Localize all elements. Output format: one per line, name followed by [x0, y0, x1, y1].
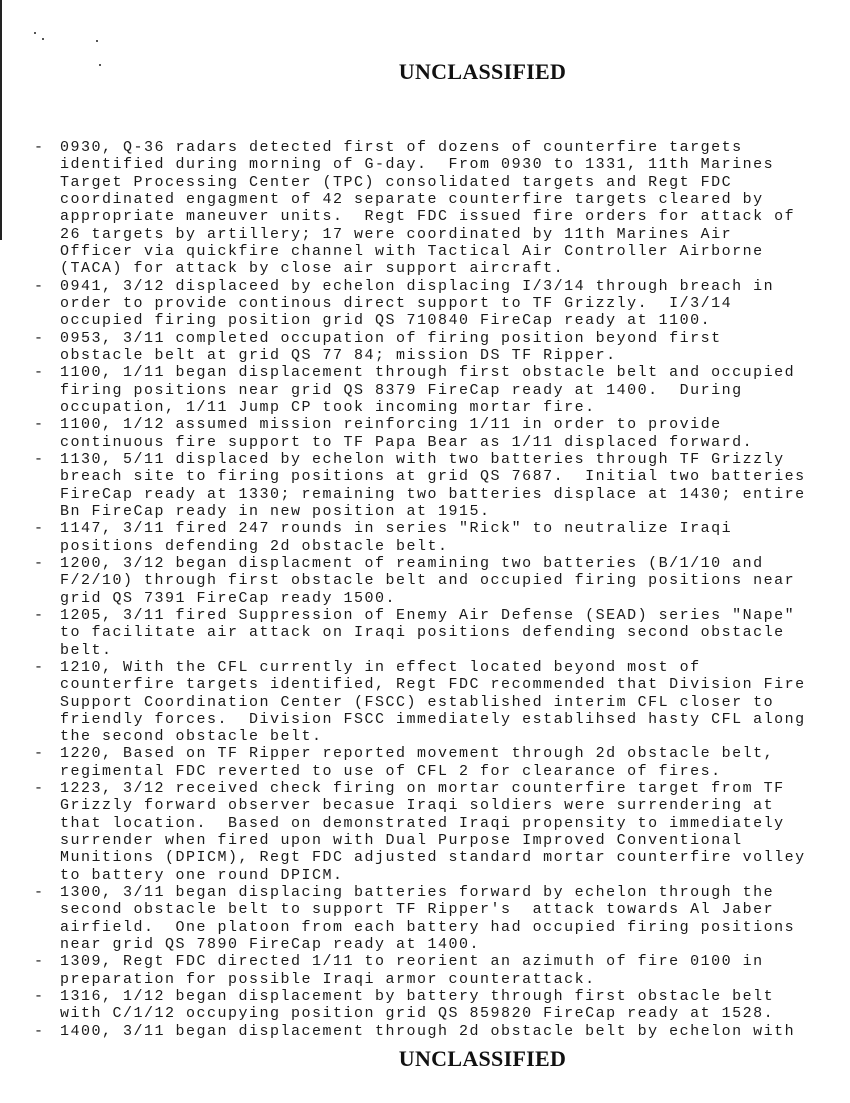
entry-text: appropriate maneuver units. Regt FDC issued fire orders for attack of: [60, 208, 796, 226]
bullet-dash: -: [34, 329, 45, 347]
bullet-dash: -: [34, 139, 45, 156]
entry-line: [34, 763, 806, 780]
entry-first-line: [34, 520, 806, 537]
entry-line: [34, 919, 806, 936]
entry-text: 1147, 3/11 fired 247 rounds in series "Rick" to neutralize Iraqi: [60, 520, 733, 538]
entry-text: 1130, 5/11 displaced by echelon with two batteries through TF Grizzly: [60, 450, 785, 468]
log-entry: [34, 745, 806, 780]
bullet-dash: -: [34, 277, 45, 295]
entry-first-line: [34, 988, 806, 1005]
entry-text: obstacle belt at grid QS 77 84; mission DS TF Ripper.: [60, 346, 617, 364]
entry-text: identified during morning of G-day. From 0930 to 1331, 11th Marines: [60, 156, 775, 174]
entry-text: 26 targets by artillery; 17 were coordinated by 11th Marines Air: [60, 225, 733, 243]
entry-first-line: [34, 330, 806, 347]
entry-first-line: [34, 139, 806, 156]
bullet-dash: -: [34, 658, 45, 676]
entry-first-line: [34, 607, 806, 624]
log-entry: [34, 953, 806, 988]
bullet-dash: -: [34, 554, 45, 572]
scan-speck: [96, 40, 98, 42]
entry-text: belt.: [60, 641, 113, 659]
scan-speck: [42, 38, 44, 40]
entry-line: [34, 1005, 806, 1022]
bullet-dash: -: [34, 520, 45, 538]
entry-text: 1223, 3/12 received check firing on mortar counterfire target from TF: [60, 780, 785, 798]
entry-line: [34, 538, 806, 555]
bullet-dash: -: [34, 606, 45, 624]
entry-text: 1200, 3/12 began displacment of reamining two batteries (B/1/10 and: [60, 554, 764, 572]
entry-first-line: [34, 780, 806, 797]
log-entry: [34, 1023, 806, 1040]
entry-line: [34, 901, 806, 918]
entry-line: [34, 936, 806, 953]
classification-header: UNCLASSIFIED: [398, 59, 567, 84]
entry-line: [34, 642, 806, 659]
entry-text: Target Processing Center (TPC) consolidated targets and Regt FDC: [60, 173, 733, 191]
entry-text: to battery one round DPICM.: [60, 866, 344, 884]
bullet-dash: -: [34, 745, 45, 763]
entry-text: order to provide continous direct support to TF Grizzly. I/3/14: [60, 294, 733, 312]
entry-text: occupied firing position grid QS 710840 FireCap ready at 1100.: [60, 312, 712, 330]
entry-line: [34, 191, 806, 208]
entry-text: 0941, 3/12 displaceed by echelon displacing I/3/14 through breach in: [60, 277, 775, 295]
entry-text: coordinated engagment of 42 separate counterfire targets cleared by: [60, 190, 764, 208]
entry-line: [34, 832, 806, 849]
entry-line: [34, 971, 806, 988]
scan-speck: [34, 32, 36, 34]
entry-text: second obstacle belt to support TF Ripper's attack towards Al Jaber: [60, 901, 775, 919]
entry-line: [34, 797, 806, 814]
entry-first-line: [34, 659, 806, 676]
entry-text: occupation, 1/11 Jump CP took incoming mortar fire.: [60, 398, 596, 416]
entry-text: counterfire targets identified, Regt FDC recommended that Division Fire: [60, 676, 806, 694]
entry-text: to facilitate air attack on Iraqi positions defending second obstacle: [60, 624, 785, 642]
log-entry: [34, 555, 806, 607]
entry-first-line: [34, 953, 806, 970]
entry-text: with C/1/12 occupying position grid QS 859820 FireCap ready at 1528.: [60, 1005, 775, 1023]
entry-text: continuous fire support to TF Papa Bear as 1/11 displaced forward.: [60, 433, 754, 451]
bullet-dash: -: [34, 988, 45, 1006]
bullet-dash: -: [34, 450, 45, 468]
log-entry: [34, 330, 806, 365]
entry-text: (TACA) for attack by close air support aircraft.: [60, 260, 565, 278]
entry-first-line: [34, 278, 806, 295]
entry-line: [34, 728, 806, 745]
entry-first-line: [34, 745, 806, 762]
entry-line: [34, 676, 806, 693]
entry-text: regimental FDC reverted to use of CFL 2 for clearance of fires.: [60, 762, 722, 780]
entry-text: near grid QS 7890 FireCap ready at 1400.: [60, 936, 481, 954]
log-entry: [34, 278, 806, 330]
entry-text: 0953, 3/11 completed occupation of firing position beyond first: [60, 329, 722, 347]
entry-text: 1400, 3/11 began displacement through 2d obstacle belt by echelon with: [60, 1022, 796, 1040]
bullet-dash: -: [34, 364, 45, 382]
log-entry: [34, 988, 806, 1023]
entry-text: breach site to firing positions at grid QS 7687. Initial two batteries: [60, 468, 806, 486]
entry-line: [34, 295, 806, 312]
document-body: [34, 139, 806, 1040]
entry-text: 0930, Q-36 radars detected first of dozens of counterfire targets: [60, 139, 743, 156]
entry-text: friendly forces. Division FSCC immediately establihsed hasty CFL along: [60, 710, 806, 728]
classification-footer: UNCLASSIFIED: [398, 1046, 567, 1071]
entry-text: 1316, 1/12 began displacement by battery through first obstacle belt: [60, 988, 775, 1006]
entry-line: [34, 468, 806, 485]
log-entry: [34, 416, 806, 451]
entry-line: [34, 260, 806, 277]
entry-text: airfield. One platoon from each battery had occupied firing positions: [60, 918, 796, 936]
entry-line: [34, 694, 806, 711]
entry-text: 1300, 3/11 began displacing batteries forward by echelon through the: [60, 884, 775, 902]
log-entry: [34, 884, 806, 953]
entry-line: [34, 174, 806, 191]
entry-line: [34, 815, 806, 832]
entry-line: [34, 867, 806, 884]
entry-text: Bn FireCap ready in new position at 1915.: [60, 502, 491, 520]
entry-line: [34, 503, 806, 520]
bullet-dash: -: [34, 416, 45, 434]
bullet-dash: -: [34, 780, 45, 798]
log-entry: [34, 364, 806, 416]
entry-line: [34, 399, 806, 416]
entry-first-line: [34, 555, 806, 572]
log-entry: [34, 139, 806, 278]
entry-first-line: [34, 451, 806, 468]
log-entry: [34, 451, 806, 520]
entry-text: positions defending 2d obstacle belt.: [60, 537, 449, 555]
entry-line: [34, 382, 806, 399]
scan-edge-line: [0, 0, 2, 240]
entry-text: that location. Based on demonstrated Iraqi propensity to immediately: [60, 814, 785, 832]
entry-text: 1210, With the CFL currently in effect located beyond most of: [60, 658, 701, 676]
entry-line: [34, 590, 806, 607]
entry-text: 1205, 3/11 fired Suppression of Enemy Air Defense (SEAD) series "Nape": [60, 606, 796, 624]
entry-text: grid QS 7391 FireCap ready 1500.: [60, 589, 397, 607]
log-entry: [34, 780, 806, 884]
entry-text: 1100, 1/11 began displacement through first obstacle belt and occupied: [60, 364, 796, 382]
entry-line: [34, 226, 806, 243]
entry-text: 1309, Regt FDC directed 1/11 to reorient an azimuth of fire 0100 in: [60, 953, 764, 971]
entry-line: [34, 156, 806, 173]
entry-text: preparation for possible Iraqi armor counterattack.: [60, 970, 596, 988]
entry-first-line: [34, 364, 806, 381]
entry-text: 1100, 1/12 assumed mission reinforcing 1/11 in order to provide: [60, 416, 722, 434]
entry-text: surrender when fired upon with Dual Purpose Improved Conventional: [60, 832, 743, 850]
bullet-dash: -: [34, 884, 45, 902]
entry-line: [34, 312, 806, 329]
entry-line: [34, 624, 806, 641]
log-entry: [34, 520, 806, 555]
entry-line: [34, 711, 806, 728]
log-entry: [34, 607, 806, 659]
entry-line: [34, 434, 806, 451]
entry-text: Munitions (DPICM), Regt FDC adjusted standard mortar counterfire volley: [60, 849, 806, 867]
entry-line: [34, 849, 806, 866]
entry-first-line: [34, 416, 806, 433]
entry-text: Support Coordination Center (FSCC) established interim CFL closer to: [60, 693, 775, 711]
entry-text: Officer via quickfire channel with Tactical Air Controller Airborne: [60, 242, 764, 260]
entry-line: [34, 243, 806, 260]
bullet-dash: -: [34, 953, 45, 971]
entry-text: the second obstacle belt.: [60, 728, 323, 746]
entry-text: Grizzly forward observer becasue Iraqi soldiers were surrendering at: [60, 797, 775, 815]
entry-line: [34, 208, 806, 225]
entry-line: [34, 572, 806, 589]
entry-line: [34, 347, 806, 364]
entry-first-line: [34, 1023, 806, 1040]
entry-text: FireCap ready at 1330; remaining two batteries displace at 1430; entire: [60, 485, 806, 503]
entry-line: [34, 486, 806, 503]
bullet-dash: -: [34, 1022, 45, 1040]
entry-text: firing positions near grid QS 8379 FireCap ready at 1400. During: [60, 381, 743, 399]
log-entry: [34, 659, 806, 746]
entry-text: F/2/10) through first obstacle belt and occupied firing positions near: [60, 572, 796, 590]
entry-text: 1220, Based on TF Ripper reported movement through 2d obstacle belt,: [60, 745, 775, 763]
entry-first-line: [34, 884, 806, 901]
